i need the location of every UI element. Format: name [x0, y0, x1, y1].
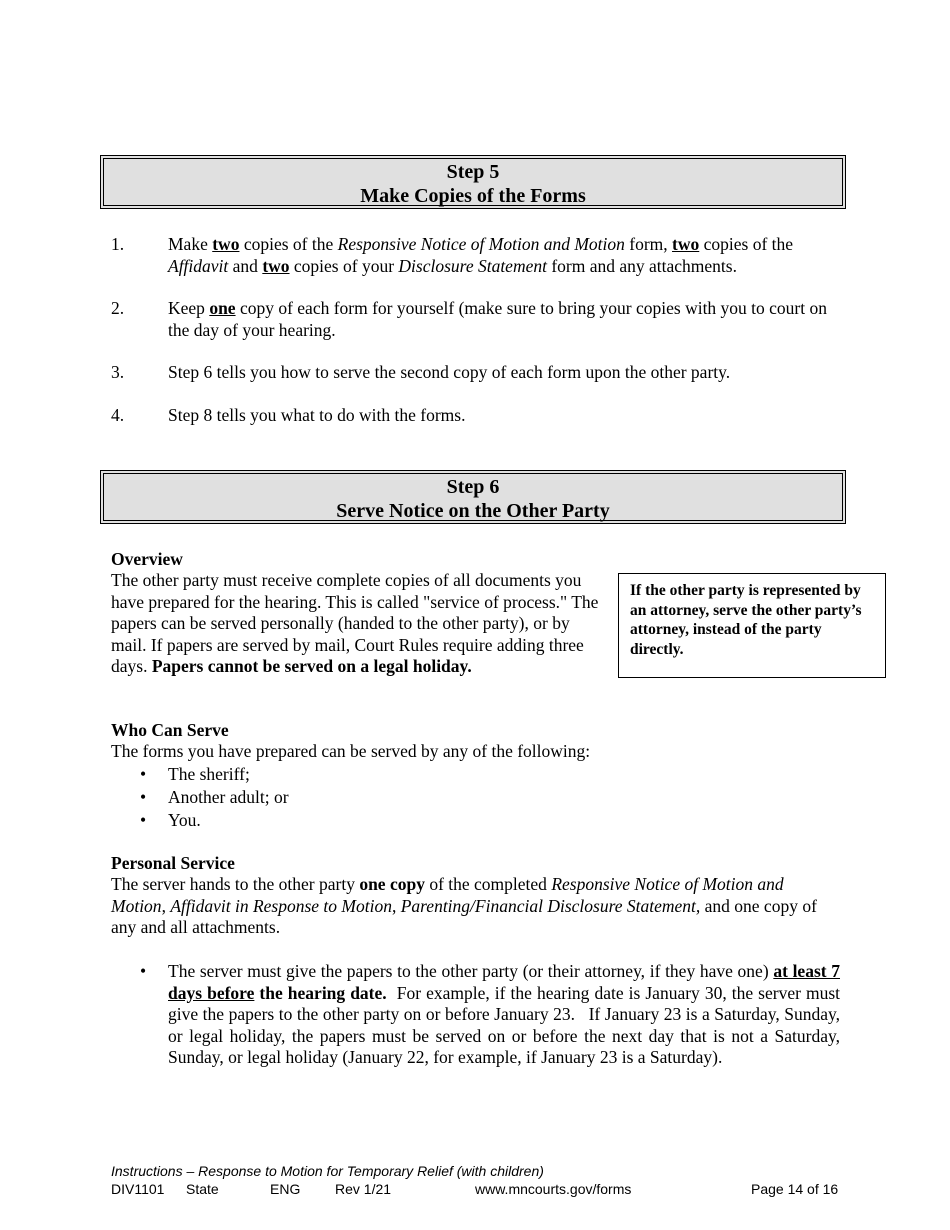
step5-header-box	[100, 155, 846, 209]
footer-language: ENG	[270, 1181, 301, 1197]
personal-service-heading: Personal Service	[111, 853, 235, 873]
step6-header-box	[100, 470, 846, 524]
bullet-icon: •	[140, 764, 147, 784]
bullet-icon: •	[140, 961, 147, 981]
who-can-serve-text: The forms you have prepared can be served by any of the following:	[111, 741, 591, 761]
list-item: The server must give the papers to the other party (or their attorney, if they have one) at least 7 days before the hearing date. For example, if the hearing date is January 30, the server must give the papers to the other party on or before January 23. If January 23 is a Saturday, Sunday, or legal holiday, the papers must be served on or before the next day that is not a Saturday, Sunday, or legal holiday (January 22, for example, if January 23 is a Saturday).	[168, 961, 845, 1067]
list-item: Keep one copy of each form for yourself (make sure to bring your copies with you to court on the day of your hearing.	[168, 298, 827, 340]
footer-form-id: DIV1101	[111, 1181, 165, 1197]
footer-revision: Rev 1/21	[335, 1181, 392, 1197]
footer-title: Instructions – Response to Motion for Temporary Relief (with children)	[111, 1163, 544, 1179]
step6-title: Step 6	[446, 476, 500, 498]
step5-title: Step 5	[446, 161, 500, 183]
list-number: 4.	[111, 405, 125, 425]
list-item: Make two copies of the Responsive Notice of Motion and Motion form, two copies of the Affidavit and two copies of your Disclosure Statement form and any attachments.	[168, 234, 794, 276]
list-item: Step 8 tells you what to do with the forms.	[168, 405, 466, 425]
footer-url: www.mncourts.gov/forms	[475, 1181, 632, 1197]
bullet-icon: •	[140, 787, 147, 807]
overview-paragraph: The other party must receive complete copies of all documents you have prepared for the hearing. This is called "service of process." The papers can be served personally (handed to the other party), or by mail. If papers are served by mail, Court Rules require adding three days. Papers cannot be served on a legal holiday.	[111, 570, 599, 676]
footer-page-number: Page 14 of 16	[751, 1181, 839, 1197]
who-can-serve-heading: Who Can Serve	[111, 720, 229, 740]
step5-subtitle: Make Copies of the Forms	[360, 185, 586, 207]
list-number: 3.	[111, 362, 125, 382]
footer-state: State	[186, 1181, 219, 1197]
bullet-icon: •	[140, 810, 147, 830]
list-item: Step 6 tells you how to serve the second copy of each form upon the other party.	[168, 362, 731, 382]
list-item: You.	[168, 810, 201, 830]
list-item: Another adult; or	[168, 787, 289, 807]
attorney-note-box: If the other party is represented by an attorney, serve the other party’s attorney, instead of the party directly.	[618, 573, 886, 678]
step6-subtitle: Serve Notice on the Other Party	[336, 500, 610, 522]
overview-heading: Overview	[111, 549, 183, 569]
list-number: 1.	[111, 234, 125, 254]
personal-service-paragraph: The server hands to the other party one copy of the completed Responsive Notice of Motion and Motion, Affidavit in Response to Motion, Parenting/Financial Disclosure Statement, and one copy of any and all attachments.	[111, 874, 817, 937]
list-item: The sheriff;	[168, 764, 250, 784]
list-number: 2.	[111, 298, 125, 318]
